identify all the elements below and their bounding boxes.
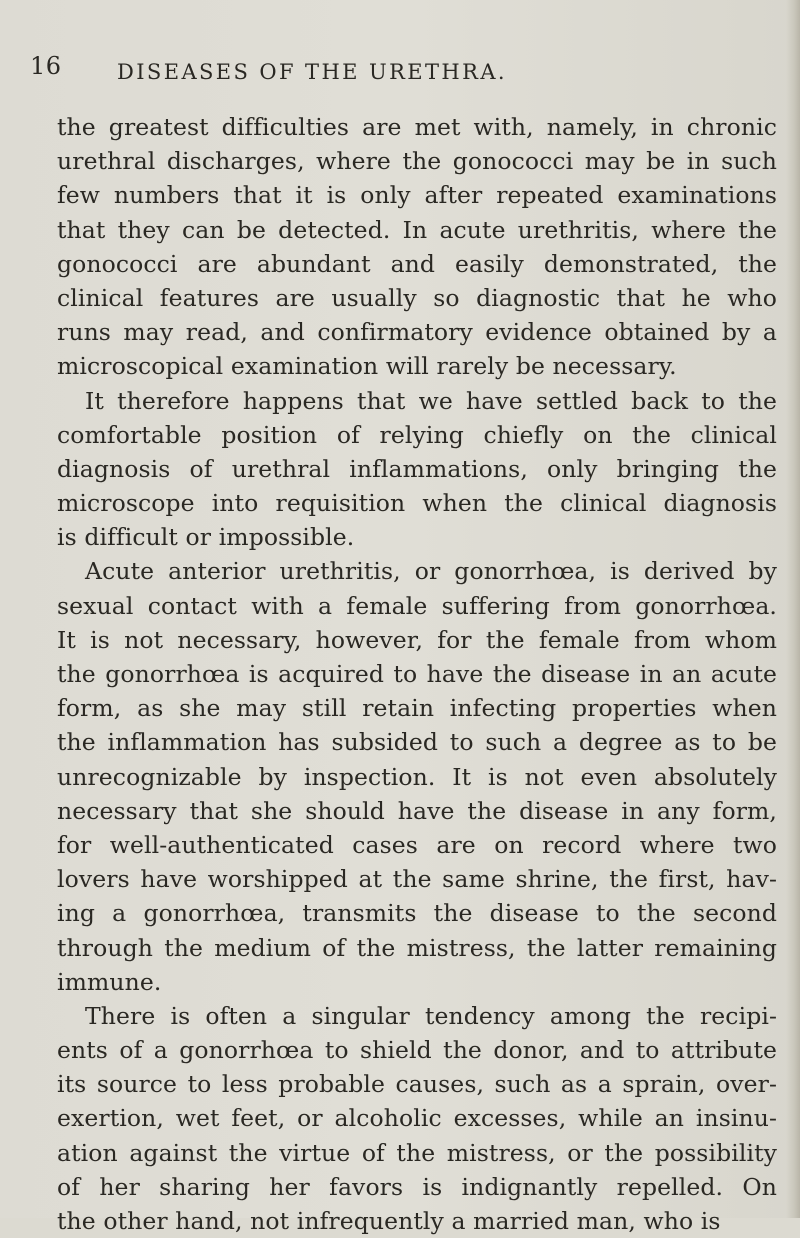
text-line: Acute anterior urethritis, or gonorrhœa, is derived by: [85, 557, 777, 586]
page-number: 16: [30, 52, 62, 80]
text-line: ing a gonorrhœa, transmits the disease to the second: [57, 899, 777, 928]
text-line: microscope into requisition when the clinical diagnosis: [57, 489, 777, 518]
text-line: sexual contact with a female suffering from gonorrhœa.: [57, 591, 777, 620]
text-line: runs may read, and confirmatory evidence obtained by a: [57, 318, 777, 347]
text-line: for well-authenticated cases are on record where two: [57, 830, 777, 859]
text-line: the gonorrhœa is acquired to have the disease in an acute: [57, 660, 777, 688]
text-line: few numbers that it is only after repeated examinations: [57, 181, 777, 210]
text-line: There is often a singular tendency among the recipi-: [85, 1001, 777, 1030]
text-line: gonococci are abundant and easily demonstrated, the: [57, 249, 777, 278]
text-line: urethral discharges, where the gonococci may be in such: [57, 147, 777, 176]
text-line: ation against the virtue of the mistress, or the possibility: [57, 1138, 777, 1167]
text-line: comfortable position of relying chiefly on the clinical: [57, 420, 777, 449]
text-line: immune.: [57, 967, 162, 996]
text-line: diagnosis of urethral inflammations, only bringing the: [57, 454, 777, 483]
text-line: of her sharing her favors is indignantly repelled. On: [57, 1172, 777, 1201]
text-line: microscopical examination will rarely be necessary.: [57, 352, 677, 381]
page-edge-shadow: [786, 0, 800, 1218]
text-line: necessary that she should have the disease in any form,: [57, 796, 777, 825]
text-line: its source to less probable causes, such as a sprain, over-: [57, 1070, 777, 1099]
text-line: unrecognizable by inspection. It is not even absolutely: [57, 762, 777, 791]
text-line: is difficult or impossible.: [57, 523, 355, 552]
running-head: DISEASES OF THE URETHRA.: [117, 60, 507, 84]
text-line: the inflammation has subsided to such a degree as to be: [57, 728, 777, 757]
text-line: the greatest difficulties are met with, namely, in chronic: [57, 113, 777, 141]
text-line: that they can be detected. In acute urethritis, where the: [57, 215, 777, 244]
text-line: form, as she may still retain infecting properties when: [57, 694, 777, 723]
text-line: exertion, wet feet, or alcoholic excesses, while an insinu-: [57, 1104, 777, 1133]
text-line: ents of a gonorrhœa to shield the donor, and to attribute: [57, 1036, 777, 1065]
text-line: lovers have worshipped at the same shrine, the first, hav-: [57, 865, 777, 894]
text-line: the other hand, not infrequently a married man, who is: [57, 1207, 721, 1235]
text-line: through the medium of the mistress, the latter remaining: [57, 933, 777, 962]
text-line: It therefore happens that we have settled back to the: [85, 386, 777, 415]
text-line: clinical features are usually so diagnostic that he who: [57, 283, 777, 312]
text-line: It is not necessary, however, for the female from whom: [57, 625, 777, 654]
body-text: [57, 110, 777, 1238]
